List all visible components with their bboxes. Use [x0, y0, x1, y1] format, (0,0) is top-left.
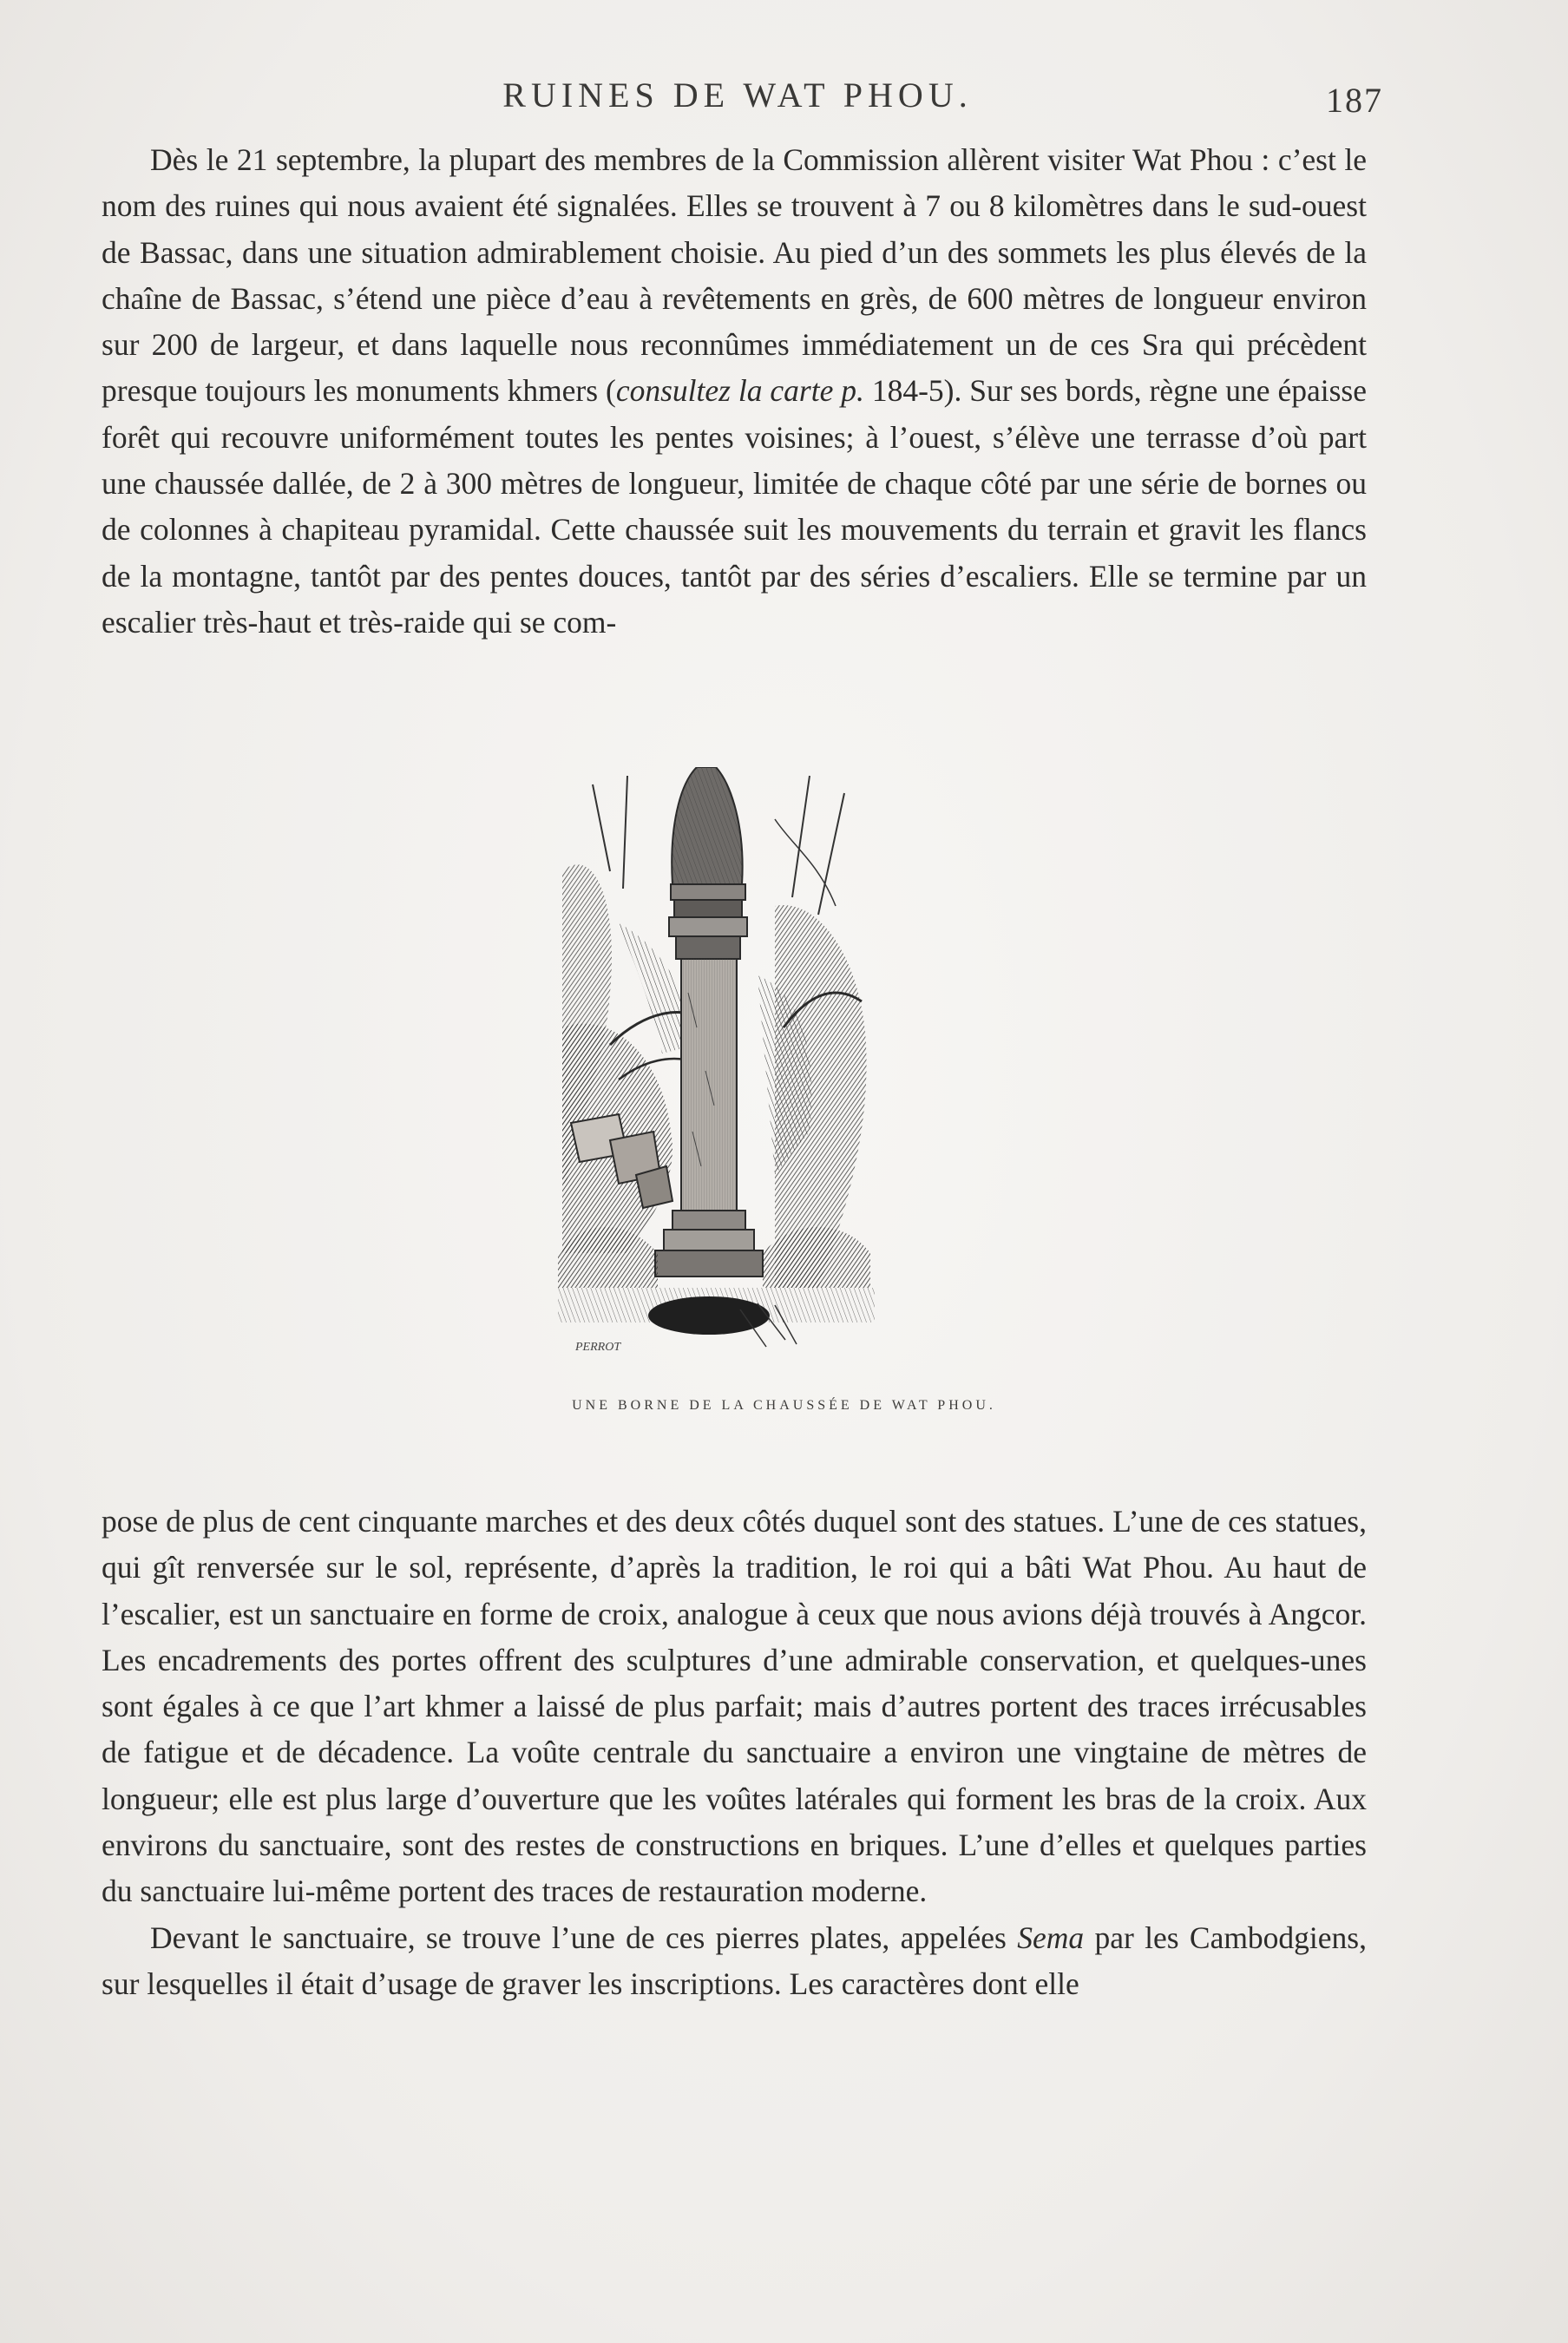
paragraph-1-continued: pose de plus de cent cinquante marches et des deux côtés duquel sont des statues. L’une de ces statues, qui gît renversée sur le sol, représente, d’après la tradition, le roi qui a bâti Wat Phou. Au haut de l’escalier, est un sanctuaire en forme de croix, analogue à ceux que nous avions déjà trouvés à Angcor. Les encadrements des portes offrent des sculptures d’une admirable conservation, et quelques-unes sont égales à ce que l’art khmer a laissé de plus parfait; mais d’autres portent des traces irrécusables de fatigue et de décadence. La voûte centrale du sanctuaire a environ une vingtaine de mètres de longueur; elle est plus large d’ouverture que les voûtes latérales qui forment les bras de la croix. Aux environs du sanctuaire, sont des restes de constructions en briques. L’une d’elles et quelques parties du sanctuaire lui-même portent des traces de restauration moderne. — [102, 1504, 1367, 1909]
engraver-signature: PERROT — [575, 1341, 621, 1354]
lower-text-block — [102, 1499, 1367, 2007]
paragraph-2 — [102, 1915, 1367, 2008]
para1-text-end: 184-5). Sur ses bords, règne une épaisse forêt qui recouvre uniformément toutes les pentes voisines; à l’ouest, s’élève une terrasse d’où part une chaussée dallée, de 2 à 300 mètres de longueur, limitée de chaque côté par une série de bornes ou de colonnes à chapiteau pyramidal. Cette chaussée suit les mouvements du terrain et gravit les flancs de la montagne, tantôt par des pentes douces, tantôt par des séries d’escaliers. Elle se termine par un escalier très-haut et très-raide qui se com- — [102, 373, 1367, 640]
stone-column-engraving — [558, 767, 875, 1366]
running-title: RUINES DE WAT PHOU. — [502, 75, 973, 115]
para1-italic-reference: consultez la carte p. — [615, 373, 864, 409]
upper-text-block — [102, 137, 1367, 646]
figure-caption: UNE BORNE DE LA CHAUSSÉE DE WAT PHOU. — [572, 1398, 996, 1413]
para2-text-end: par les Cambodgiens, sur lesquelles il était d’usage de graver les inscriptions. Les caractères dont elle — [102, 1920, 1367, 2001]
para1-text-start: Dès le 21 septembre, la plupart des membres de la Commission allèrent visiter Wat Phou : c’est le nom des ruines qui nous avaient été signalées. Elles se trouvent à 7 ou 8 kilomètres dans le sud-ouest de Bassac, dans une situation admirablement choisie. Au pied d’un des sommets les plus élevés de la chaîne de Bassac, s’étend une pièce d’eau à revêtements en grès, de 600 mètres de longueur environ sur 200 de largeur, et dans laquelle nous reconnûmes immédiatement un de ces Sra qui précèdent presque toujours les monuments khmers ( — [102, 142, 1367, 409]
running-head — [0, 75, 1568, 127]
para2-text-start: Devant le sanctuaire, se trouve l’une de ces pierres plates, appelées — [150, 1920, 1018, 1955]
engraving-figure — [558, 767, 875, 1366]
page-number: 187 — [1326, 81, 1383, 120]
para2-italic-term: Sema — [1017, 1920, 1085, 1955]
paragraph-1 — [102, 137, 1367, 646]
